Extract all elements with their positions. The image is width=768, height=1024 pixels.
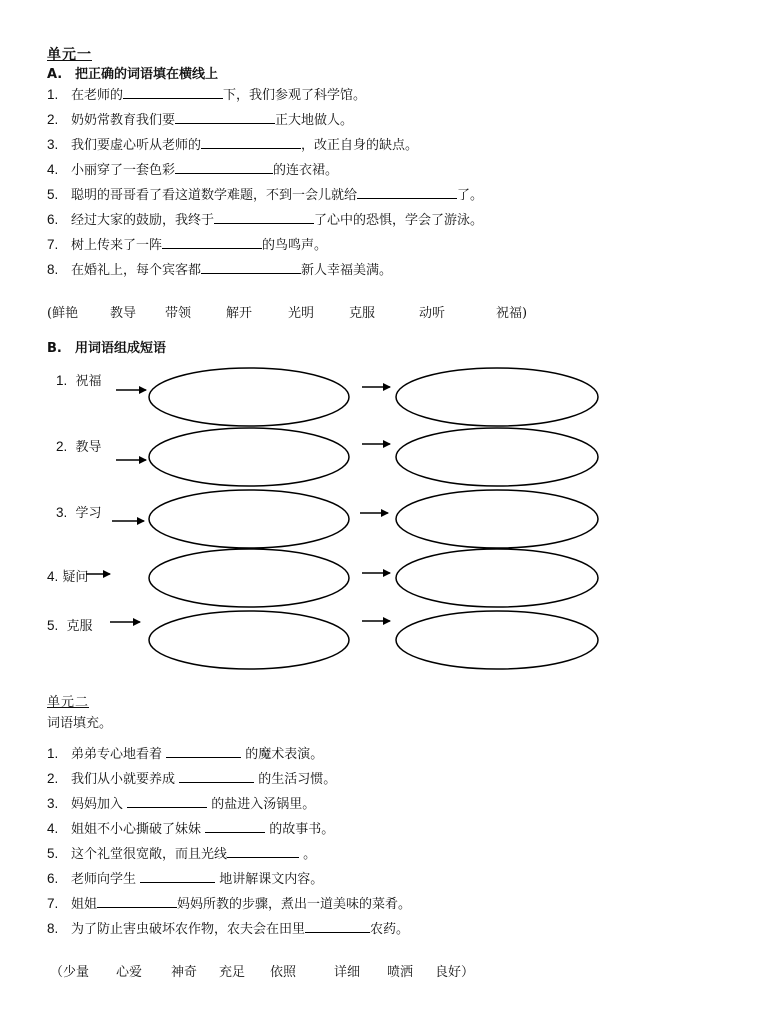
section-b-letter: B. <box>47 341 62 356</box>
question-text: 我们从小就要养成 <box>71 772 180 787</box>
unit1-title: 单元一 <box>47 47 92 63</box>
word-bank-item: 喷洒 <box>387 965 414 980</box>
question-text: 这个礼堂很宽敞，而且光线 <box>71 847 228 862</box>
question-text: 的故事书。 <box>265 822 335 837</box>
word-bank-item: 详细 <box>334 965 361 980</box>
word-bank-item: (鲜艳 <box>47 306 79 321</box>
item-word: 学习 <box>75 506 102 521</box>
question-text: 妈妈所教的步骤，煮出一道美味的菜肴。 <box>177 897 412 912</box>
question-text: 奶奶常教育我们要 <box>71 113 176 128</box>
answer-oval[interactable] <box>149 549 349 607</box>
word-bank-item: 带领 <box>165 306 192 321</box>
answer-oval[interactable] <box>149 490 349 548</box>
question-text: 的连衣裙。 <box>273 163 339 178</box>
answer-oval[interactable] <box>149 368 349 426</box>
question-text: 经过大家的鼓励，我终于 <box>71 213 215 228</box>
unit2-title: 单元二 <box>47 695 90 710</box>
question-text: 的生活习惯。 <box>254 772 337 787</box>
answer-blank[interactable] <box>227 845 299 858</box>
question-text: 弟弟专心地看着 <box>71 747 167 762</box>
answer-oval[interactable] <box>396 549 598 607</box>
unit2-instruction: 词语填充。 <box>47 716 113 731</box>
question-number: 7. <box>47 237 59 252</box>
answer-blank[interactable] <box>205 820 265 833</box>
item-word: 祝福 <box>75 374 102 389</box>
question-number: 6. <box>47 871 59 886</box>
question-text: 聪明的哥哥看了看这道数学难题，不到一会儿就给 <box>71 188 358 203</box>
question-number: 4. <box>47 821 59 836</box>
word-bank-item: 解开 <box>226 306 253 321</box>
item-number: 4. <box>47 569 59 584</box>
question-number: 5. <box>47 187 59 202</box>
question-text: 的魔术表演。 <box>241 747 324 762</box>
item-number: 3. <box>56 505 68 520</box>
item-word: 疑问 <box>62 570 89 585</box>
word-bank-item: 心爱 <box>116 965 143 980</box>
word-bank-item: （少量 <box>50 965 90 980</box>
answer-blank[interactable] <box>166 745 241 758</box>
question-text: 。 <box>299 847 317 862</box>
question-text: 树上传来了一阵 <box>71 238 163 253</box>
question-text: ，改正自身的缺点。 <box>301 138 419 153</box>
answer-oval[interactable] <box>396 611 598 669</box>
question-text: 了心中的恐惧，学会了游泳。 <box>314 213 484 228</box>
question-number: 8. <box>47 262 59 277</box>
question-text: 的鸟鸣声。 <box>262 238 328 253</box>
unit2-question <box>47 870 323 889</box>
question-number: 8. <box>47 921 59 936</box>
question-number: 6. <box>47 212 59 227</box>
unit2-question <box>47 795 315 814</box>
question-text: 小丽穿了一套色彩 <box>71 163 176 178</box>
item-number: 1. <box>56 373 68 388</box>
answer-blank[interactable] <box>97 895 177 908</box>
answer-blank[interactable] <box>305 920 370 933</box>
word-bank-item: 祝福) <box>496 306 528 321</box>
question-number: 1. <box>47 746 59 761</box>
word-bank-item: 教导 <box>110 306 137 321</box>
question-text: 在婚礼上，每个宾客都 <box>71 263 202 278</box>
question-text: 姐姐不小心撕破了妹妹 <box>71 822 206 837</box>
question-number: 2. <box>47 112 59 127</box>
item-word: 克服 <box>66 619 93 634</box>
question-text: 正大地做人。 <box>275 113 354 128</box>
item-word: 教导 <box>75 440 102 455</box>
answer-blank[interactable] <box>140 870 215 883</box>
question-text: 的盐进入汤锅里。 <box>207 797 316 812</box>
question-text: 地讲解课文内容。 <box>215 872 324 887</box>
question-text: 新人幸福美满。 <box>301 263 393 278</box>
word-bank-item: 动听 <box>419 306 446 321</box>
unit2-question <box>47 845 316 864</box>
unit2-question <box>47 745 323 764</box>
word-bank-item: 充足 <box>219 965 246 980</box>
question-number: 5. <box>47 846 59 861</box>
item-number: 2. <box>56 439 68 454</box>
question-number: 1. <box>47 87 59 102</box>
answer-oval[interactable] <box>149 428 349 486</box>
question-text: 妈妈加入 <box>71 797 128 812</box>
answer-oval[interactable] <box>396 490 598 548</box>
unit2-question <box>47 895 411 914</box>
section-b-instruction: 用词语组成短语 <box>75 341 167 356</box>
question-text: 了。 <box>457 188 484 203</box>
question-number: 3. <box>47 796 59 811</box>
answer-blank[interactable] <box>179 770 254 783</box>
word-bank-item: 克服 <box>349 306 376 321</box>
question-number: 3. <box>47 137 59 152</box>
question-number: 7. <box>47 896 59 911</box>
question-text: 姐姐 <box>71 897 98 912</box>
question-number: 4. <box>47 162 59 177</box>
question-text: 我们要虚心听从老师的 <box>71 138 202 153</box>
answer-oval[interactable] <box>396 428 598 486</box>
question-number: 2. <box>47 771 59 786</box>
answer-oval[interactable] <box>396 368 598 426</box>
question-text: 老师向学生 <box>71 872 141 887</box>
word-bank-item: 良好） <box>435 965 475 980</box>
section-a-instruction: 把正确的词语填在横线上 <box>75 67 219 82</box>
answer-blank[interactable] <box>127 795 207 808</box>
question-text: 在老师的 <box>71 88 124 103</box>
unit2-question <box>47 770 336 789</box>
question-text: 为了防止害虫破坏农作物，农夫会在田里 <box>71 922 306 937</box>
word-bank-item: 光明 <box>288 306 315 321</box>
word-bank-item: 神奇 <box>171 965 198 980</box>
question-text: 下，我们参观了科学馆。 <box>223 88 367 103</box>
answer-oval[interactable] <box>149 611 349 669</box>
unit2-question <box>47 920 409 939</box>
word-bank-item: 依照 <box>270 965 297 980</box>
item-number: 5. <box>47 618 59 633</box>
unit2-question <box>47 820 334 839</box>
question-text: 农药。 <box>370 922 410 937</box>
section-a-letter: A. <box>47 67 63 82</box>
